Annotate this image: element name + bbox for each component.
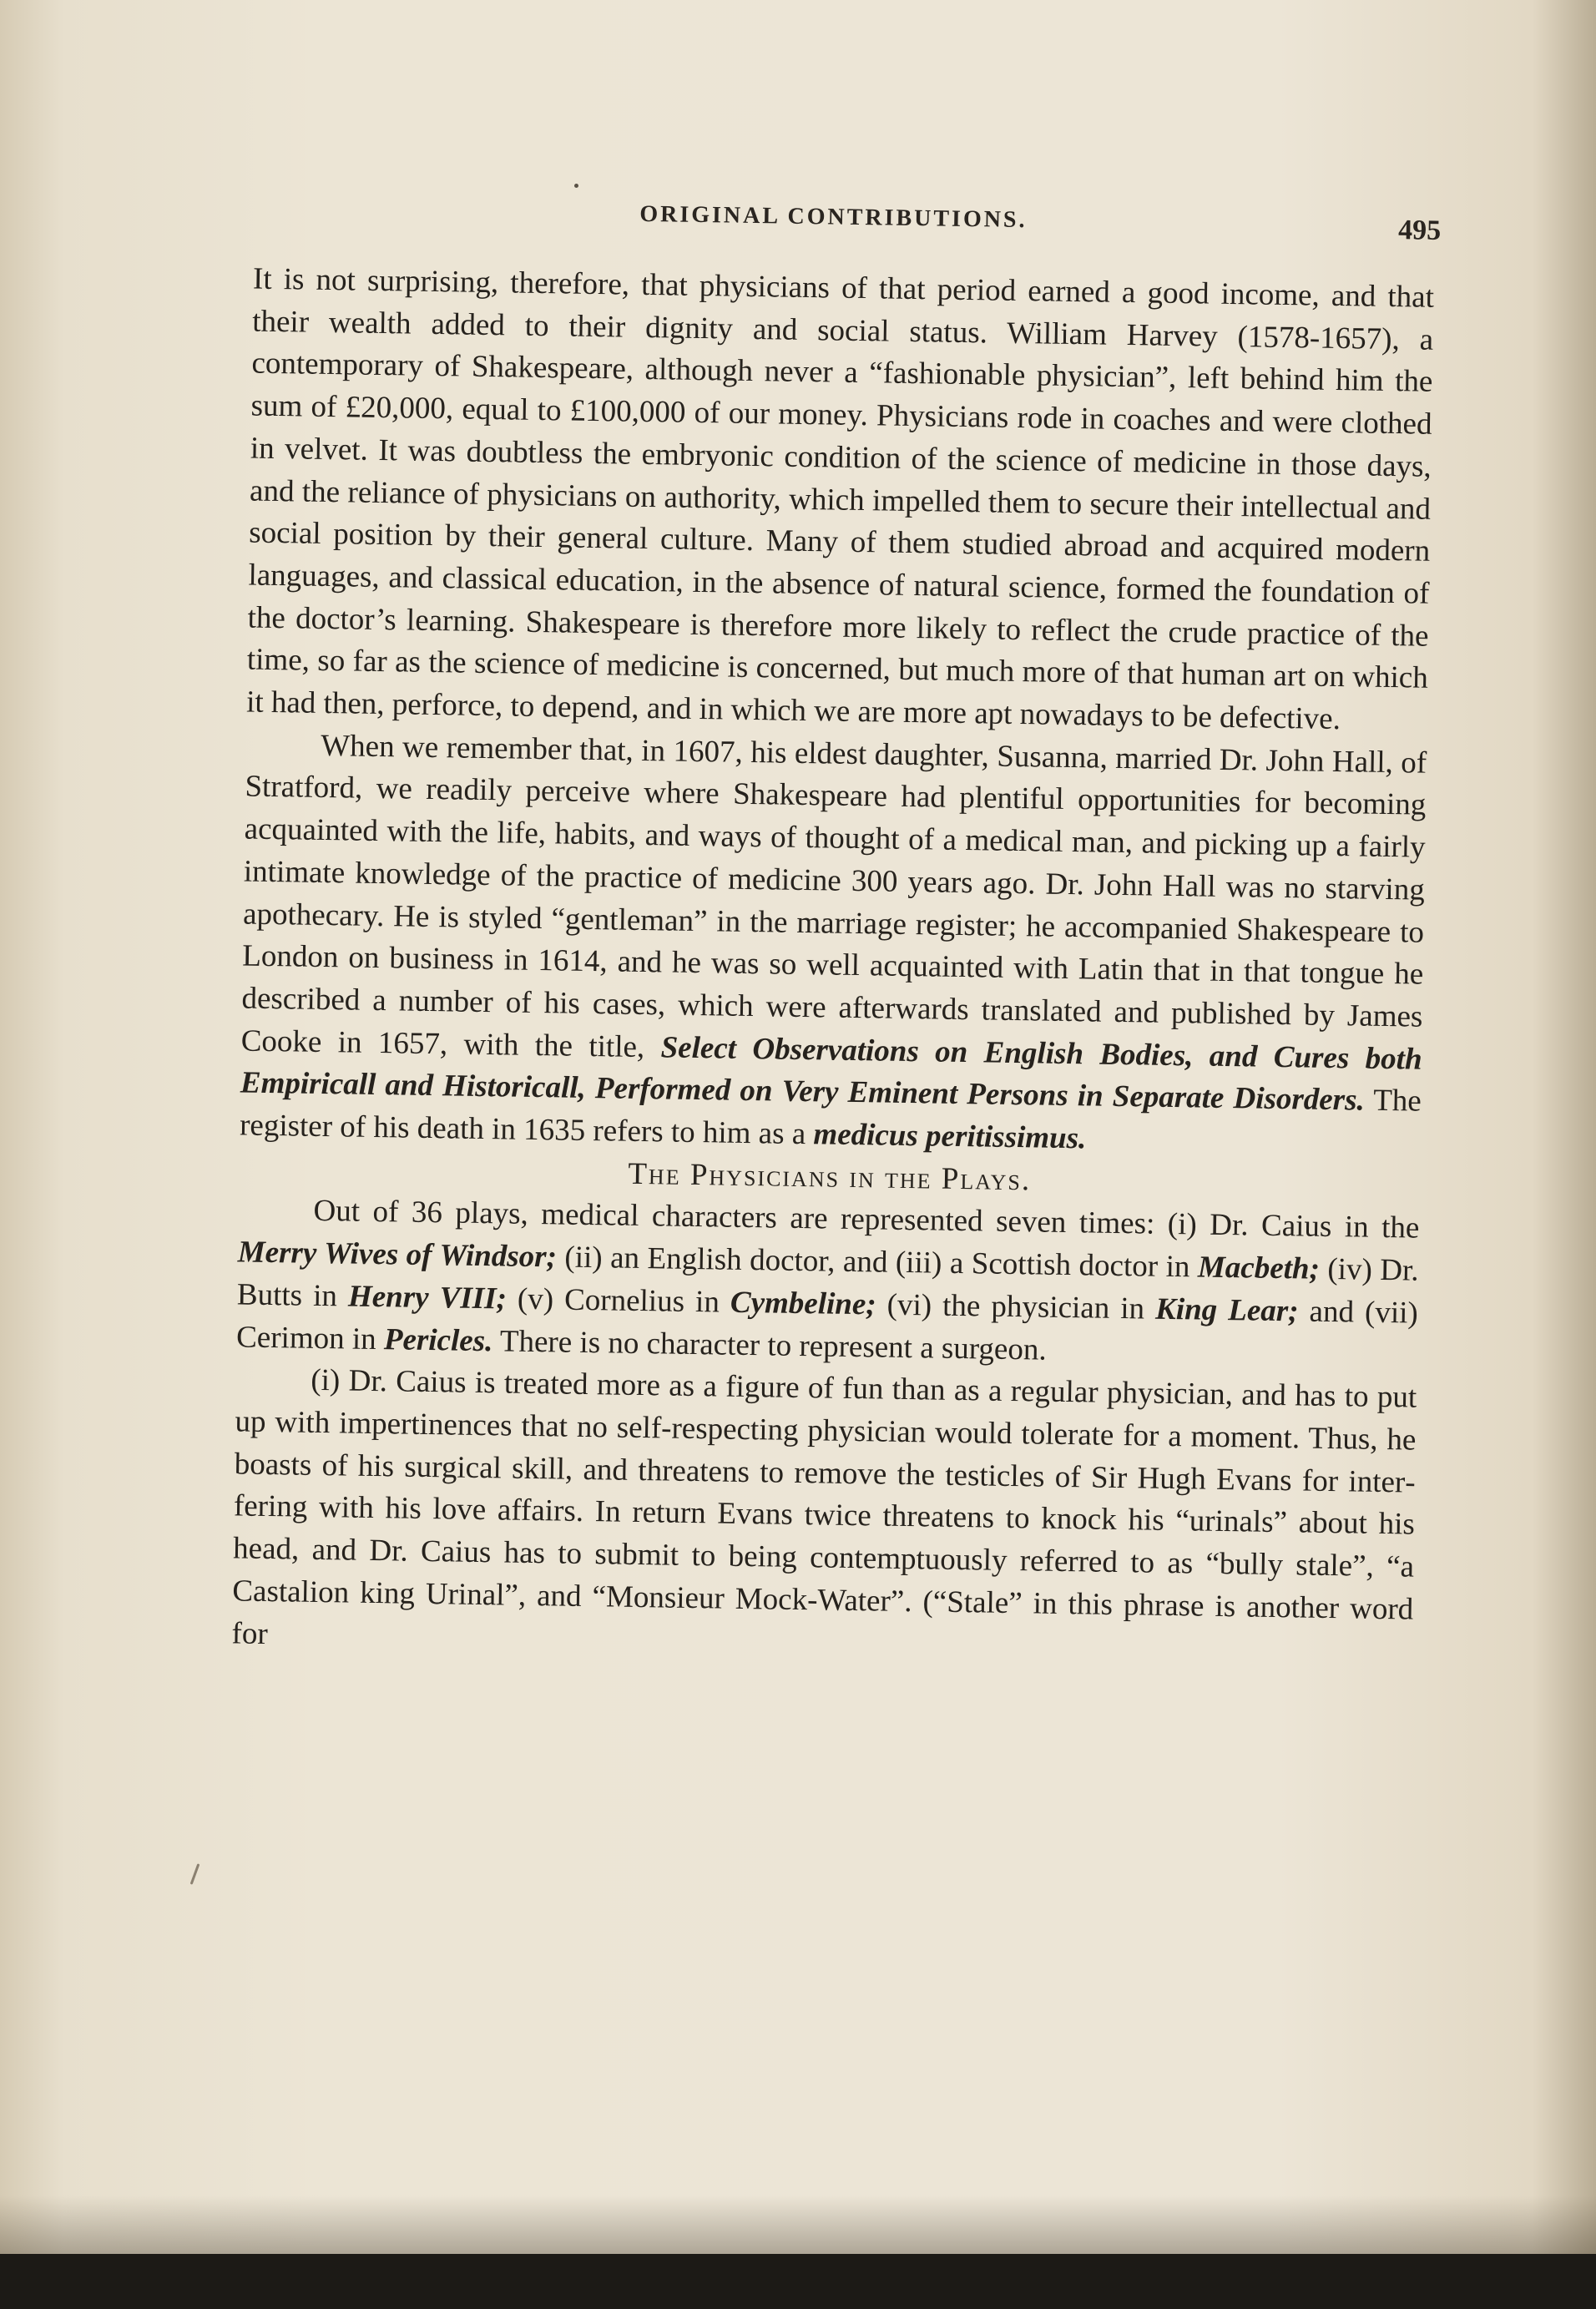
play-title-king-lear: King Lear; xyxy=(1154,1291,1299,1329)
play-title-henry-viii: Henry VIII; xyxy=(347,1279,508,1316)
paper-speck xyxy=(574,184,578,188)
play-title-macbeth: Macbeth; xyxy=(1197,1250,1321,1286)
paragraph-3-text-d: (v) Cornelius in xyxy=(506,1281,731,1320)
paragraph-3-text-f: and (vii) Cerimon in xyxy=(235,1294,1419,1357)
play-title-cymbeline: Cymbeline; xyxy=(730,1285,876,1322)
play-title-merry-wives: Merry Wives of Windsor; xyxy=(237,1235,558,1275)
paragraph-2-text-a: When we remember that, in 1607, his eldest daughter, Susanna, married Dr. John Hall, of Stratford, we readily perceive where Shakespeare had plentiful opportunities for becoming acquainted with the life, habits, and ways of thought of a medical man, and picking up a fairly intimate knowledge of the practice of medicine 300 years ago. Dr. John Hall was no starving apothecary. He is styled “gentleman” in the marriage register; he accompanied Shakespeare to London on business in 1614, and he was so well acquainted with Latin that in that tongue he described a number of his cases, which were afterwards translated and published by James Cooke in 1657, with the title, xyxy=(240,728,1427,1065)
paragraph-1: It is not surprising, therefore, that physicians of that period earned a good income, and that their wealth added to their dignity and social status. William Harvey (1578-1657), a contemporary of Shakespeare, although never a “fashionable physician”, left behind him the sum of £20,000, equal to £100,000 of our money. Physicians rode in coaches and were clothed in velvet. It was doubtless the embryonic condition of the science of medicine in those days, and the reliance of physicians on authority, which impelled them to secure their intellectual and social position by their general culture. Many of them studied abroad and acquired modern languages, and classical education, in the absence of natural science, formed the foundation of the doctor’s learning. Shakespeare is therefore more likely to reflect the crude practice of the time, so far as the science of medicine is concerned, but much more of that human art on which it had then, perforce, to depend, and in which we are more apt nowadays to be defective. xyxy=(245,261,1435,737)
page-header xyxy=(255,192,1442,260)
book-title-italic: Select Observations on English Bodies, and Cures both Empiricall and Historicall, Performed on Very Eminent Persons in Separate Disorders. xyxy=(240,1030,1422,1118)
paragraph-3 xyxy=(236,1190,1420,1377)
latin-phrase-italic: medicus peritissimus. xyxy=(813,1117,1087,1156)
page-number: 495 xyxy=(1397,215,1442,246)
paragraph-2 xyxy=(240,724,1427,1165)
paragraph-3-text-a: Out of 36 plays, medical characters are represented seven times: (i) Dr. Caius in the xyxy=(313,1194,1420,1246)
section-heading: The Physicians in the Plays. xyxy=(628,1156,1032,1198)
paragraph-3-text-g: There is no character to represent a surgeon. xyxy=(492,1323,1047,1367)
paragraph-3-text-c: (iv) Dr. Butts in xyxy=(236,1251,1419,1314)
paragraph-2-text-b: The register of his death in 1635 refers to him as a xyxy=(239,1083,1422,1152)
paragraph-4: (i) Dr. Caius is treated more as a figure of fun than as a regular physician, and has to put up with impertinences that no self-respecting physician would tolerate for a moment. Thus, he boasts of his surgical skill, and threatens to remove the testicles of Sir Hugh Evans for interfering with his love affairs. In return Evans twice threatens to knock his “urinals” about his head, and Dr. Caius has to submit to being contemptuously referred to as “bully stale”, “a Castalion king Urinal”, and “Monsieur Mock-Water”. (“Stale” in this phrase is another word for xyxy=(231,1363,1417,1651)
body-text xyxy=(231,259,1434,1674)
paragraph-3-text-b: (ii) an English doctor, and (iii) a Scottish doctor in xyxy=(556,1240,1199,1285)
paragraph-3-text-e: (vi) the physician in xyxy=(876,1287,1156,1326)
play-title-pericles: Pericles. xyxy=(383,1321,493,1358)
running-head: ORIGINAL CONTRIBUTIONS. xyxy=(639,200,1028,234)
